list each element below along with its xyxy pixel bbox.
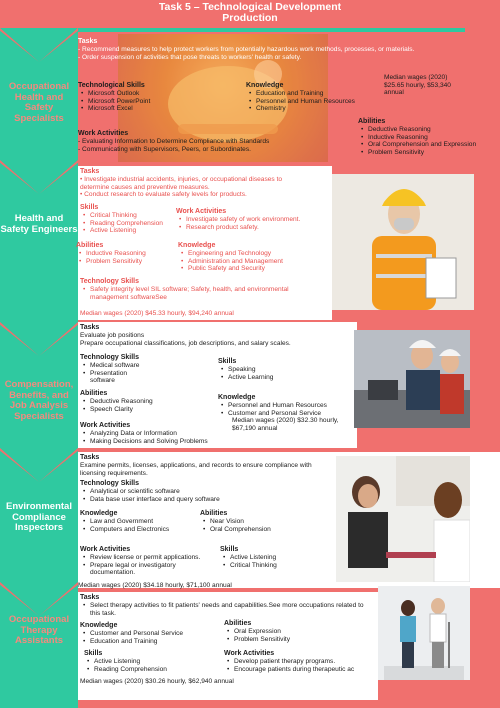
tech-skill-item: • Analytical or scientific software: [80, 488, 320, 496]
tasks-heading: Tasks: [80, 454, 100, 461]
tasks-heading: Tasks: [80, 168, 100, 175]
median-wage: Median wages (2020) $34.18 hourly, $71,100 annual: [78, 582, 232, 589]
median-wage: Median wages (2020) $32.30 hourly, $67,190 annual: [232, 417, 339, 432]
tasks-heading: Tasks: [78, 38, 98, 45]
knowledge-item: • Administration and Management: [178, 258, 328, 266]
work-activity-item: • Encourage patients during therapeutic ac: [224, 666, 378, 674]
work-activities-heading: Work Activities: [176, 208, 227, 215]
ability-item: • Oral Comprehension: [200, 526, 320, 534]
knowledge-item: • Customer and Personal Service: [80, 630, 220, 638]
skill-item: • Active Listening: [80, 227, 176, 235]
tasks-heading: Tasks: [80, 324, 100, 331]
knowledge-item: • Customer and Personal Service: [218, 410, 356, 418]
work-activities-heading: Work Activities: [80, 546, 131, 553]
work-activity-item: • Research product safety.: [176, 224, 332, 232]
section-label-ot-assistants: Occupational Therapy Assistants: [8, 614, 70, 646]
ability-item: • Inductive Reasoning: [76, 250, 172, 258]
section-ohs-specialists: [78, 34, 500, 162]
skill-item: • Active Listening: [220, 554, 330, 562]
abilities-heading: Abilities: [358, 118, 386, 125]
meeting-illustration: [336, 456, 470, 582]
ability-item: • Oral Comprehension and Expression: [358, 141, 500, 149]
safety-engineer-photo: [332, 174, 474, 310]
task-item: - Recommend measures to help protect workers from potentially hazardous work methods, processes, or materials.: [78, 46, 415, 53]
ability-item: • Deductive Reasoning: [80, 398, 200, 406]
skills-heading: Skills: [220, 546, 239, 553]
tech-skills-heading: Technological Skills: [78, 82, 145, 89]
section-label-hs-engineers: Health and Safety Engineers: [0, 213, 78, 235]
work-activity-item: • Analyzing Data or Information: [80, 430, 230, 438]
tech-skill-item: • Medical software: [80, 362, 200, 370]
therapy-session-photo: [378, 586, 470, 680]
knowledge-item: • Computers and Electronics: [80, 526, 204, 534]
page-title-line-1: Task 5 – Technological Development: [158, 1, 342, 13]
tasks-heading: Tasks: [80, 594, 100, 601]
page-header: [0, 0, 500, 28]
task-item: Evaluate job positions: [80, 332, 145, 339]
knowledge-item: • Engineering and Technology: [178, 250, 328, 258]
work-activity-item: • Develop patient therapy programs.: [224, 658, 378, 666]
work-activity-item: - Evaluating Information to Determine Compliance with Standards: [78, 138, 270, 145]
knowledge-item: • Law and Government: [80, 518, 204, 526]
header-underline: [65, 28, 465, 32]
ability-item: • Inductive Reasoning: [358, 134, 500, 142]
knowledge-item: • Public Safety and Security: [178, 265, 328, 273]
work-activities-heading: Work Activities: [78, 130, 129, 137]
tech-skills-heading: Technology Skills: [80, 354, 139, 361]
therapy-illustration: [378, 586, 470, 680]
inspector-meeting-photo: [336, 456, 470, 582]
skill-item: • Reading Comprehension: [80, 220, 176, 228]
section-label-compensation: Compensation, Benefits, and Job Analysis Specialists: [4, 379, 74, 422]
skills-heading: Skills: [218, 358, 237, 365]
section-label-env-compliance: Environmental Compliance Inspectors: [6, 501, 72, 533]
abilities-heading: Abilities: [76, 242, 104, 249]
work-activity-item: - Communicating with Supervisors, Peers, or Subordinates.: [78, 145, 251, 153]
section-ot-assistants: [78, 592, 378, 700]
workers-photo: [354, 330, 470, 428]
skill-item: • Speaking: [218, 366, 338, 374]
tech-skills-heading: Technology Skills: [80, 278, 139, 285]
knowledge-item: • Chemistry: [246, 105, 386, 113]
abilities-heading: Abilities: [200, 510, 228, 517]
median-wage: Median wages (2020) $30.26 hourly, $62,940 annual: [80, 678, 234, 685]
knowledge-heading: Knowledge: [178, 242, 216, 249]
ability-item: • Deductive Reasoning: [358, 126, 500, 134]
work-activity-item: • Making Decisions and Solving Problems: [80, 438, 230, 446]
tech-skill-item: • Microsoft Outlook: [78, 90, 198, 98]
skill-item: • Critical Thinking: [220, 562, 330, 570]
median-wage: Median wages (2020) $45.33 hourly, $94,240 annual: [80, 310, 234, 317]
tech-skills-heading: Technology Skills: [80, 480, 139, 487]
ability-item: • Speech Clarity: [80, 406, 200, 414]
tech-skill-item: • Microsoft Excel: [78, 105, 198, 113]
knowledge-item: • Education and Training: [80, 638, 220, 646]
ability-item: • Oral Expression: [224, 628, 344, 636]
tech-skill-item: • Data base user interface and query software: [80, 496, 320, 504]
work-activity-item: • Investigate safety of work environment.: [176, 216, 332, 224]
tech-skill-item: • Microsoft PowerPoint: [78, 98, 198, 106]
task-item: Prepare occupational classifications, job descriptions, and salary scales.: [80, 339, 291, 347]
skills-heading: Skills: [84, 650, 103, 657]
ability-item: • Problem Sensitivity: [76, 258, 172, 266]
work-activities-heading: Work Activities: [224, 650, 275, 657]
ability-item: • Problem Sensitivity: [358, 149, 500, 157]
task-item: • Investigate industrial accidents, injuries, or occupational diseases to determine causes and preventive measures.: [80, 176, 283, 191]
knowledge-item: • Personnel and Human Resources: [218, 402, 356, 410]
skills-heading: Skills: [80, 204, 99, 211]
task-item: Examine permits, licenses, applications, and records to ensure compliance with licensing requirements.: [80, 462, 312, 477]
section-compensation: [78, 322, 357, 448]
knowledge-heading: Knowledge: [218, 394, 256, 401]
skill-item: • Active Learning: [218, 374, 338, 382]
median-wage: Median wages (2020) $25.65 hourly, $53,340 annual: [384, 74, 451, 97]
task-item: - Order suspension of activities that pose threats to workers' health or safety.: [78, 53, 302, 61]
engineer-illustration: [332, 174, 474, 310]
task-item: • Select therapy activities to fit patients' needs and capabilities.See more occupations related to this task.: [80, 602, 370, 617]
knowledge-item: • Education and Training: [246, 90, 386, 98]
skill-item: • Active Listening: [84, 658, 214, 666]
skill-item: • Critical Thinking: [80, 212, 176, 220]
knowledge-heading: Knowledge: [246, 82, 284, 89]
work-activity-item: • Review license or permit applications.: [80, 554, 222, 562]
page-title-line-2: Production: [222, 12, 278, 24]
work-activity-item: • Prepare legal or investigatory documentation.: [80, 562, 222, 577]
section-label-ohs-specialists: Occupational Health and Safety Specialists: [8, 81, 70, 124]
abilities-heading: Abilities: [224, 620, 252, 627]
section-hs-engineers: [78, 166, 332, 320]
task-item: • Conduct research to evaluate safety levels for products.: [80, 191, 247, 199]
knowledge-heading: Knowledge: [80, 622, 118, 629]
ability-item: • Near Vision: [200, 518, 320, 526]
knowledge-heading: Knowledge: [80, 510, 118, 517]
abilities-heading: Abilities: [80, 390, 108, 397]
knowledge-item: • Personnel and Human Resources: [246, 98, 386, 106]
work-activities-heading: Work Activities: [80, 422, 131, 429]
tech-skill-item: • Safety integrity level SIL software; Safety, health, and environmental management softwareSee: [80, 286, 320, 301]
skill-item: • Reading Comprehension: [84, 666, 214, 674]
workers-illustration: [354, 330, 470, 428]
tech-skill-item: • Presentation software: [80, 370, 150, 385]
ability-item: • Problem Sensitivity: [224, 636, 344, 644]
